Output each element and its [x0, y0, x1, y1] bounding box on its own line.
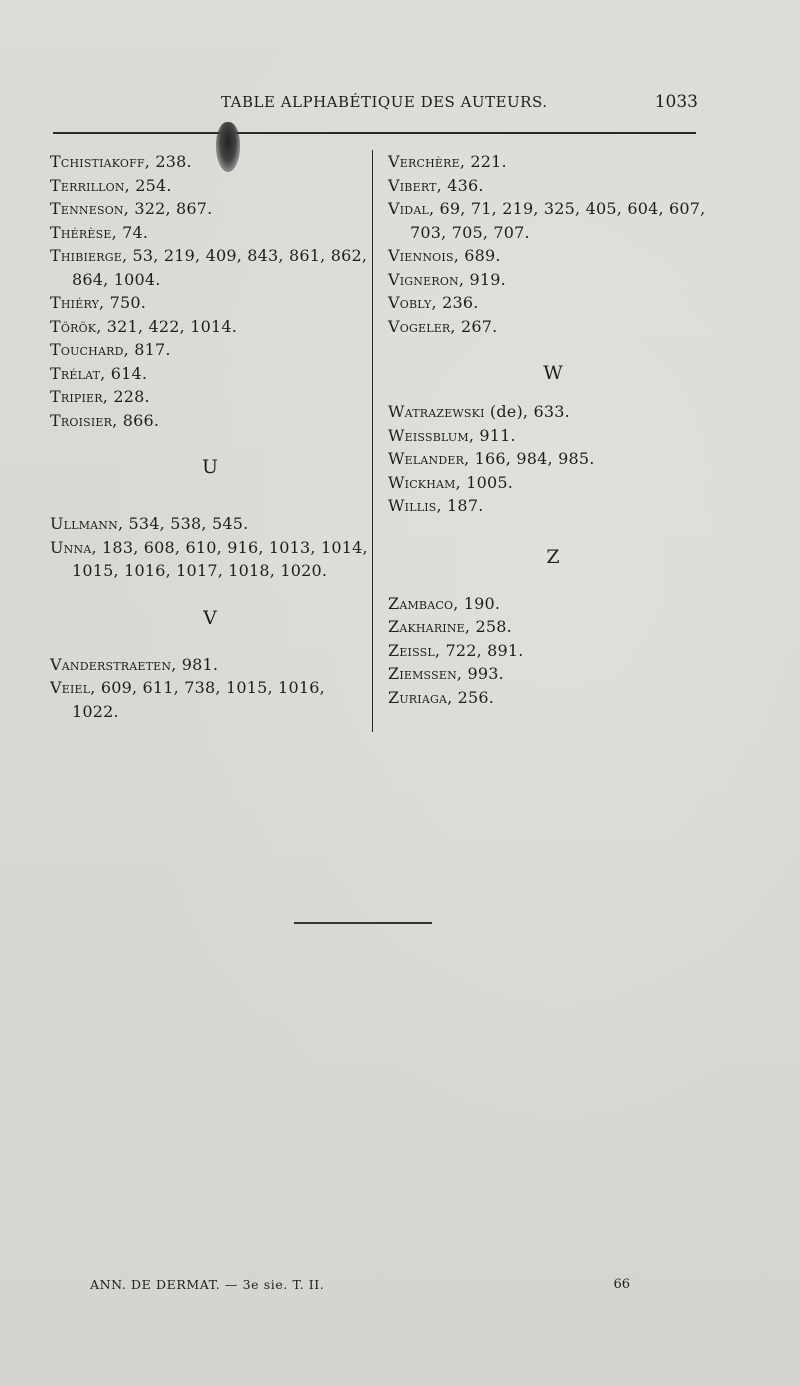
index-entry	[50, 409, 370, 433]
index-entry	[388, 400, 718, 424]
index-group-v-right	[388, 150, 718, 338]
index-entry	[388, 639, 718, 663]
author-name: Unna	[50, 537, 92, 557]
right-column	[388, 150, 718, 709]
section-letter-w: W	[543, 362, 563, 384]
index-entry	[388, 424, 718, 448]
index-entry	[388, 615, 718, 639]
index-entry	[388, 150, 718, 174]
page-references: , 436.	[436, 175, 484, 195]
page-footer	[90, 1277, 630, 1297]
page-references: , 238.	[144, 152, 192, 171]
author-name: Viennois	[388, 246, 454, 265]
page-references: , 722, 891.	[434, 640, 524, 660]
index-entry	[388, 197, 718, 244]
index-entry	[388, 315, 718, 339]
section-letter-u: U	[201, 456, 218, 478]
author-name: Verchère	[388, 152, 460, 171]
page-references: , 993.	[456, 664, 504, 683]
footer-signature: ANN. DE DERMAT. — 3e sie. T. II.	[90, 1277, 325, 1292]
author-name: Tripier	[50, 387, 103, 406]
page-references: , 911.	[468, 425, 516, 445]
page-references: , 321, 422, 1014.	[96, 316, 238, 336]
author-name: Willis	[388, 496, 437, 515]
page-references: , 183, 608, 610, 916, 1013, 1014, 1015, 1016, 1017, 1018, 1020.	[72, 537, 368, 580]
index-entry	[50, 244, 370, 291]
page-references: , 1005.	[455, 472, 514, 492]
author-name: Tenneson	[50, 199, 124, 218]
author-name: Thérèse	[50, 222, 112, 242]
index-entry	[50, 315, 370, 339]
index-entry	[388, 471, 718, 495]
page-references: , 267.	[450, 316, 498, 336]
page-references: , 322, 867.	[123, 199, 213, 218]
page-references: , 919.	[458, 269, 506, 289]
index-entry	[50, 174, 370, 198]
page-number: 1033	[654, 92, 698, 112]
author-name: Török	[50, 316, 97, 336]
author-name: Ullmann	[50, 514, 118, 533]
index-entry	[50, 676, 370, 723]
author-name: Tchistiakoff	[50, 152, 145, 171]
author-name: Vogeler	[388, 316, 451, 336]
author-name: Veiel	[50, 678, 91, 697]
end-rule	[294, 922, 432, 924]
author-name: Zeissl	[388, 640, 435, 660]
index-entry	[50, 150, 370, 174]
index-entry	[50, 338, 370, 362]
page-references: , 817.	[123, 340, 171, 359]
author-name: Zuriaga	[388, 687, 448, 707]
index-entry	[50, 653, 370, 677]
page-references: , 190.	[453, 593, 501, 613]
page-references: , 236.	[431, 293, 479, 312]
index-entry	[388, 686, 718, 710]
index-entry	[50, 512, 370, 536]
page-references: , 866.	[112, 410, 160, 430]
index-entry	[388, 494, 718, 518]
author-name: Zakharine	[388, 617, 465, 636]
author-name: Wickham	[388, 472, 456, 492]
author-name: Thiéry	[50, 293, 100, 312]
author-name: Weissblum	[388, 425, 469, 445]
page-references: , 256.	[447, 687, 495, 707]
section-letter-v: V	[203, 606, 217, 629]
index-group-u	[50, 512, 370, 583]
author-name: Ziemssen	[388, 664, 457, 683]
page-references: , 187.	[436, 496, 484, 515]
page-references: , 228.	[102, 387, 150, 406]
author-name: Vidal	[388, 199, 429, 218]
index-entry	[50, 385, 370, 409]
page-references: , 254.	[124, 175, 172, 195]
index-entry	[50, 197, 370, 221]
page-references: , 69, 71, 219, 325, 405, 604, 607, 703, 705, 707.	[410, 199, 706, 242]
author-name: Terrillon	[50, 175, 125, 195]
index-entry	[50, 362, 370, 386]
running-header	[53, 93, 698, 117]
header-title: TABLE ALPHABÉTIQUE DES AUTEURS.	[221, 93, 548, 111]
index-entry	[388, 291, 718, 315]
index-entry	[388, 592, 718, 616]
index-entry	[50, 536, 370, 583]
page-references: , 609, 611, 738, 1015, 1016, 1022.	[72, 678, 325, 721]
column-divider	[372, 150, 373, 732]
page-references: , 166, 984, 985.	[464, 449, 595, 468]
page-references: , 981.	[171, 654, 219, 674]
index-entry	[388, 447, 718, 471]
index-group-w	[388, 400, 718, 518]
author-name: Vobly	[388, 293, 432, 312]
page-references: , 534, 538, 545.	[117, 514, 249, 533]
author-name: Vibert	[388, 175, 437, 195]
index-entry	[388, 174, 718, 198]
page-references: , 74.	[111, 222, 149, 242]
author-name: Touchard	[50, 340, 124, 359]
index-entry	[50, 291, 370, 315]
author-name: Trélat	[50, 363, 101, 383]
author-name: Thibierge	[50, 246, 122, 265]
page-references: (de), 633.	[484, 402, 570, 421]
index-entry	[50, 221, 370, 245]
author-name: Zambaco	[388, 593, 454, 613]
page-references: , 614.	[100, 363, 148, 383]
page-references: , 221.	[459, 152, 507, 171]
left-column	[50, 150, 370, 723]
index-group-z	[388, 592, 718, 710]
page-references: , 258.	[464, 617, 512, 636]
footer-sheet-number: 66	[613, 1277, 630, 1292]
header-rule	[53, 132, 696, 134]
page-references: , 689.	[453, 246, 501, 265]
page-references: , 750.	[99, 293, 147, 312]
index-group-v-left	[50, 653, 370, 724]
index-entry	[388, 268, 718, 292]
index-group-t	[50, 150, 370, 432]
author-name: Vanderstraeten	[50, 654, 172, 674]
author-name: Welander	[388, 449, 465, 468]
author-name: Watrazewski	[388, 402, 485, 421]
author-name: Troisier	[50, 410, 113, 430]
author-name: Vigneron	[388, 269, 459, 289]
index-entry	[388, 244, 718, 268]
section-letter-z: Z	[546, 545, 560, 568]
page-references: , 53, 219, 409, 843, 861, 862, 864, 1004.	[72, 246, 368, 289]
index-entry	[388, 662, 718, 686]
